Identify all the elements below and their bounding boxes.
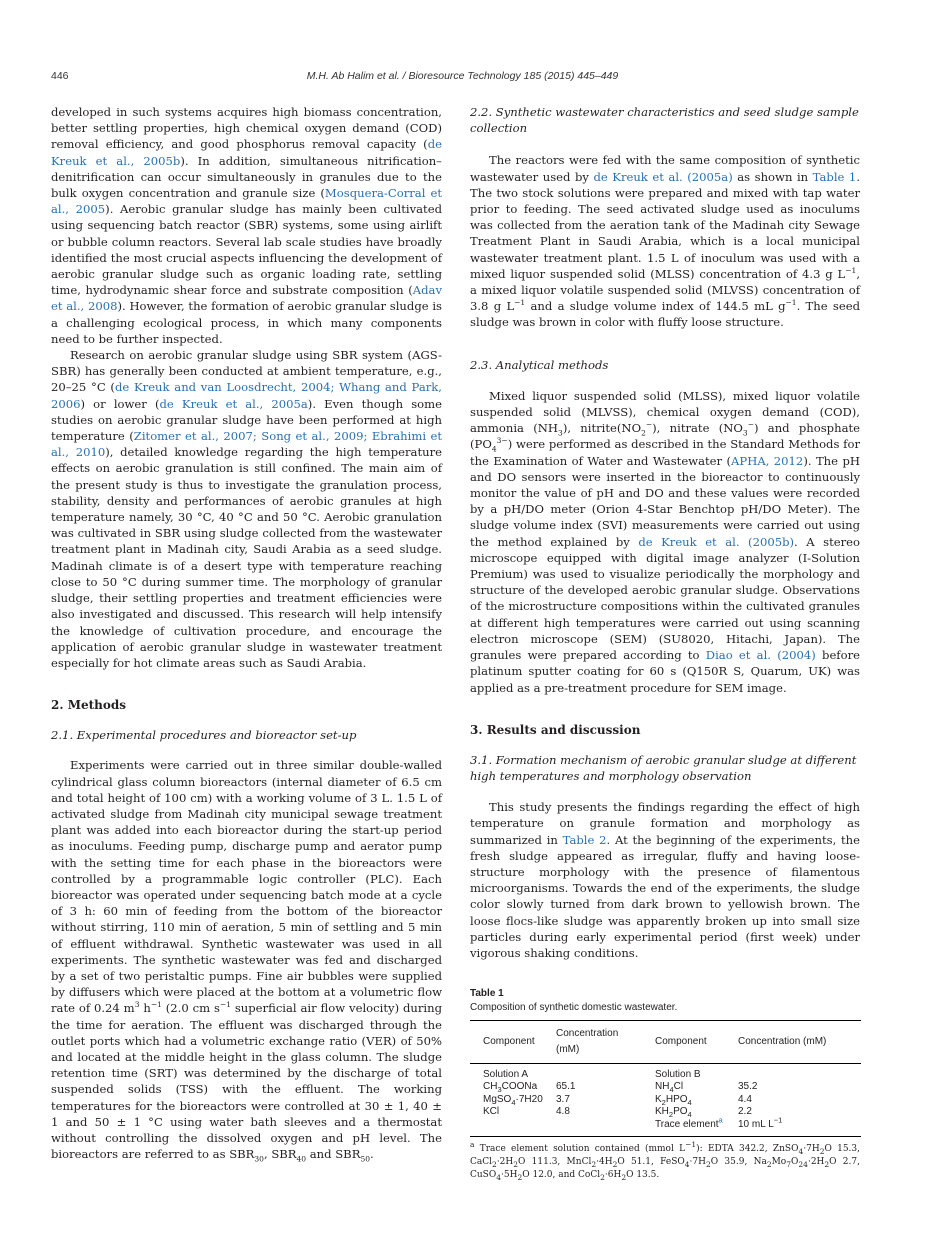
section-3-1-heading: 3.1. Formation mechanism of aerobic granular sludge at different high temperatures and morphology observation bbox=[470, 752, 857, 783]
section-2-heading: 2. Methods bbox=[51, 698, 127, 713]
table-cell: $K_2HPO_4$ bbox=[655, 1093, 692, 1107]
table-cell: Trace element$^a$ bbox=[642, 1119, 725, 1136]
section-2-1-heading: 2.1. Experimental procedures and bioreactor set-up bbox=[51, 728, 357, 743]
running-title: M.H. Ab Halim et al. / Bioresource Technology 185 (2015) 445–449 bbox=[306, 70, 619, 82]
section-2-2-paragraph: The reactors were fed with the same composition of synthetic wastewater used by de Kreuk et al. (2005a) as shown in Table 1. The two stock solutions were prepared and mixed with tap water prior to feeding. The seed activated sludge used as inoculums was collected from the aeration tank of the Madinah city Sewage Treatment Plant in Saudi Arabia, which is a local municipal wastewater treatment plant. 1.5 L of inoculum was used with a mixed liquor suspended solid (MLSS) concentration of 4.3 g $L^{-1}$, a mixed liquor volatile suspended solid (MLVSS) concentration of 3.8 g $L^{-1}$ and a sludge volume index of 144.5 mL $g^{-1}$. The seed sludge was brown in color with fluffy loose structure. bbox=[470, 153, 860, 330]
table-cell: $NH_4Cl$ bbox=[655, 1081, 684, 1095]
table-cell: Solution B bbox=[655, 1068, 701, 1080]
table-cell bbox=[543, 1063, 642, 1081]
table-row bbox=[470, 1119, 861, 1136]
table-1-label: Table 1 bbox=[470, 988, 504, 1000]
table-cell: MgSO$_4$·7H20 bbox=[483, 1093, 543, 1107]
table-1-caption: Composition of synthetic domestic wastewater. bbox=[470, 1002, 678, 1014]
section-2-3-heading: 2.3. Analytical methods bbox=[470, 357, 609, 372]
table-cell bbox=[470, 1119, 543, 1136]
table-cell: $CH_3COONa$ bbox=[483, 1081, 538, 1095]
table-cell: KCl bbox=[483, 1106, 500, 1118]
right-column bbox=[470, 104, 860, 1182]
table-cell: 4.4 bbox=[738, 1093, 752, 1105]
table-row bbox=[470, 1081, 861, 1094]
intro-paragraph-1: developed in such systems acquires high biomass concentration, better settling properties, high chemical oxygen demand (COD) removal efficiency, and good phosphorus removal capacity (de Kreuk et al., 2005b). In addition, simultaneous nitrification–denitrification can occur simultaneously in granules due to the bulk oxygen concentration and granule size (Mosquera-Corral et al., 2005). Aerobic granular sludge has mainly been cultivated using sequencing batch reactor (SBR) systems, some using airlift or bubble column reactors. Several lab scale studies have broadly identified the most crucial aspects influencing the development of aerobic granular sludge such as organic loading rate, settling time, hydrodynamic shear force and substrate composition (Adav et al., 2008). However, the formation of aerobic granular sludge is a challenging ecological process, in which many components need to be further inspected. bbox=[51, 105, 442, 346]
table-row bbox=[470, 1063, 861, 1081]
table-header-cell: Component bbox=[642, 1021, 725, 1063]
table-cell: 35.2 bbox=[738, 1081, 758, 1093]
table-cell: 65.1 bbox=[556, 1081, 576, 1093]
table-cell: 4.8 bbox=[556, 1106, 570, 1118]
section-2-1-paragraph: Experiments were carried out in three similar double-walled cylindrical glass column bioreactors (internal diameter of 6.5 cm and total height of 100 cm) with a working volume of 3 L. 1.5 L of activated sludge from Madinah city municipal sewage treatment plant was added into each bioreactor during the start-up period as inoculums. Feeding pump, discharge pump and aerator pump with the setting time for each phase in the bioreactors were controlled by a programmable logic controller (PLC). Each bioreactor was operated under sequencing batch mode at a cycle of 3 h: 60 min of feeding from the bottom of the bioreactor without stirring, 110 min of aeration, 5 min of settling and 5 min of effluent withdrawal. Synthetic wastewater was used in all experiments. The synthetic wastewater was fed and discharged by a set of two peristaltic pumps. Fine air bubbles were supplied by diffusers which were placed at the bottom at a volumetric flow rate of 0.24 $m^3$ $h^{-1}$ (2.0 cm $s^{-1}$ superficial air flow velocity) during the time for aeration. The effluent was discharged through the outlet ports which had a volumetric exchange ratio (VER) of 50% and located at the middle height in the glass column. The sludge retention time (SRT) was determined by the discharge of total suspended solids (TSS) with the effluent. The working temperatures for the bioreactors were controlled at 30 ± 1, 40 ± 1 and 50 ± 1 °C using water bath sleeves and a thermostat without controlling the dissolved oxygen and pH level. The bioreactors are referred to as $SBR_{30}$, $SBR_{40}$ and $SBR_{50}$. bbox=[51, 758, 442, 1164]
table-1-grid bbox=[470, 1020, 861, 1136]
table-1-footnote: $^a$ Trace element solution contained (mmol $L^{-1}$): EDTA 342.2, $ZnSO_4\cdot 7H_2O$ 15.3, $CaCl_2\cdot 2H_2O$ 111.3, $MnCl_2\cdot 4H_2O$ 51.1, $FeSO_4\cdot 7H_2O$ 35.9, $Na_2Mo_7O_{24}\cdot 2H_2O$ 2.7, $CuSO_4\cdot 5H_2O$ 12.0, and $CoCl_2\cdot 6H_2O$ 13.5. bbox=[470, 1139, 860, 1182]
section-3-heading: 3. Results and discussion bbox=[470, 722, 641, 737]
table-cell: 3.7 bbox=[556, 1093, 570, 1105]
page-number: 446 bbox=[51, 70, 69, 82]
table-row bbox=[470, 1106, 861, 1119]
table-cell: 2.2 bbox=[738, 1106, 752, 1118]
section-2-2-heading: 2.2. Synthetic wastewater characteristics and seed sludge sample collection bbox=[470, 105, 859, 136]
table-1 bbox=[470, 987, 860, 1181]
table-cell: $KH_2PO_4$ bbox=[655, 1106, 692, 1120]
table-cell: 10 mL $L^{-1}$ bbox=[725, 1119, 861, 1136]
table-header-cell: Concentration (mM) bbox=[725, 1021, 861, 1063]
table-cell: Solution A bbox=[483, 1068, 529, 1080]
table-header-cell: Component bbox=[470, 1021, 543, 1063]
section-3-1-paragraph: This study presents the findings regarding the effect of high temperature on granule formation and morphology as summarized in Table 2. At the beginning of the experiments, the fresh sludge appeared as irregular, fluffy and having loose-structure morphology with the presence of filamentous microorganisms. Towards the end of the experiments, the sludge color slowly turned from dark brown to yellowish brown. The loose flocs-like sludge was apparently broken up into small size particles during early experimental period (first week) under vigorous shaking conditions. bbox=[470, 800, 860, 960]
table-header-cell: Concentration (mM) bbox=[543, 1021, 642, 1063]
table-cell bbox=[725, 1063, 861, 1081]
intro-paragraph-2: Research on aerobic granular sludge using SBR system (AGS-SBR) has generally been conducted at ambient temperature, e.g., 20–25 °C (de Kreuk and van Loosdrecht, 2004; Whang and Park, 2006) or lower (de Kreuk et al., 2005a). Even though some studies on aerobic granular sludge have been performed at high temperature (Zitomer et al., 2007; Song et al., 2009; Ebrahimi et al., 2010), detailed knowledge regarding the high temperature effects on aerobic granulation is still confined. The main aim of the present study is thus to investigate the granulation process, stability, density and performances of aerobic granules at high temperature namely, 30 °C, 40 °C and 50 °C. Aerobic granulation was cultivated in SBR using sludge collected from the wastewater treatment plant in Madinah city, Saudi Arabia as a seed sludge. Madinah climate is of a desert type with temperature reaching close to 50 °C during summer time. The morphology of granular sludge, their settling properties and treatment efficiencies were also investigated and discussed. This research will help intensify the knowledge of cultivation procedure, and encourage the application of aerobic granular sludge in wastewater treatment especially for hot climate areas such as Saudi Arabia. bbox=[51, 348, 443, 670]
table-row bbox=[470, 1094, 861, 1107]
left-column bbox=[51, 104, 442, 1162]
section-2-3-paragraph: Mixed liquor suspended solid (MLSS), mixed liquor volatile suspended solid (MLVSS), chemical oxygen demand (COD), ammonia $(NH_3)$, $nitrite(NO_2^-)$, nitrate $(NO_3^-)$ and phosphate $(PO_4^{3-})$ were performed as described in the Standard Methods for the Examination of Water and Wastewater (APHA, 2012). The pH and DO sensors were inserted in the bioreactor to continuously monitor the value of pH and DO and these values were recorded by a pH/DO meter (Orion 4-Star Benchtop pH/DO Meter). The sludge volume index (SVI) measurements were carried out using the method explained by de Kreuk et al. (2005b). A stereo microscope equipped with digital image analyzer (I-Solution Premium) was used to visualize periodically the morphology and structure of the developed aerobic granular sludge. Observations of the microstructure compositions within the cultivated granules at different high temperatures were carried out using scanning electron microscope (SEM) (SU8020, Hitachi, Japan). The granules were prepared according to Diao et al. (2004) before platinum sputter coating for 60 s (Q150R S, Quarum, UK) was applied as a pre-treatment procedure for SEM image. bbox=[470, 388, 860, 695]
table-cell bbox=[543, 1119, 642, 1136]
